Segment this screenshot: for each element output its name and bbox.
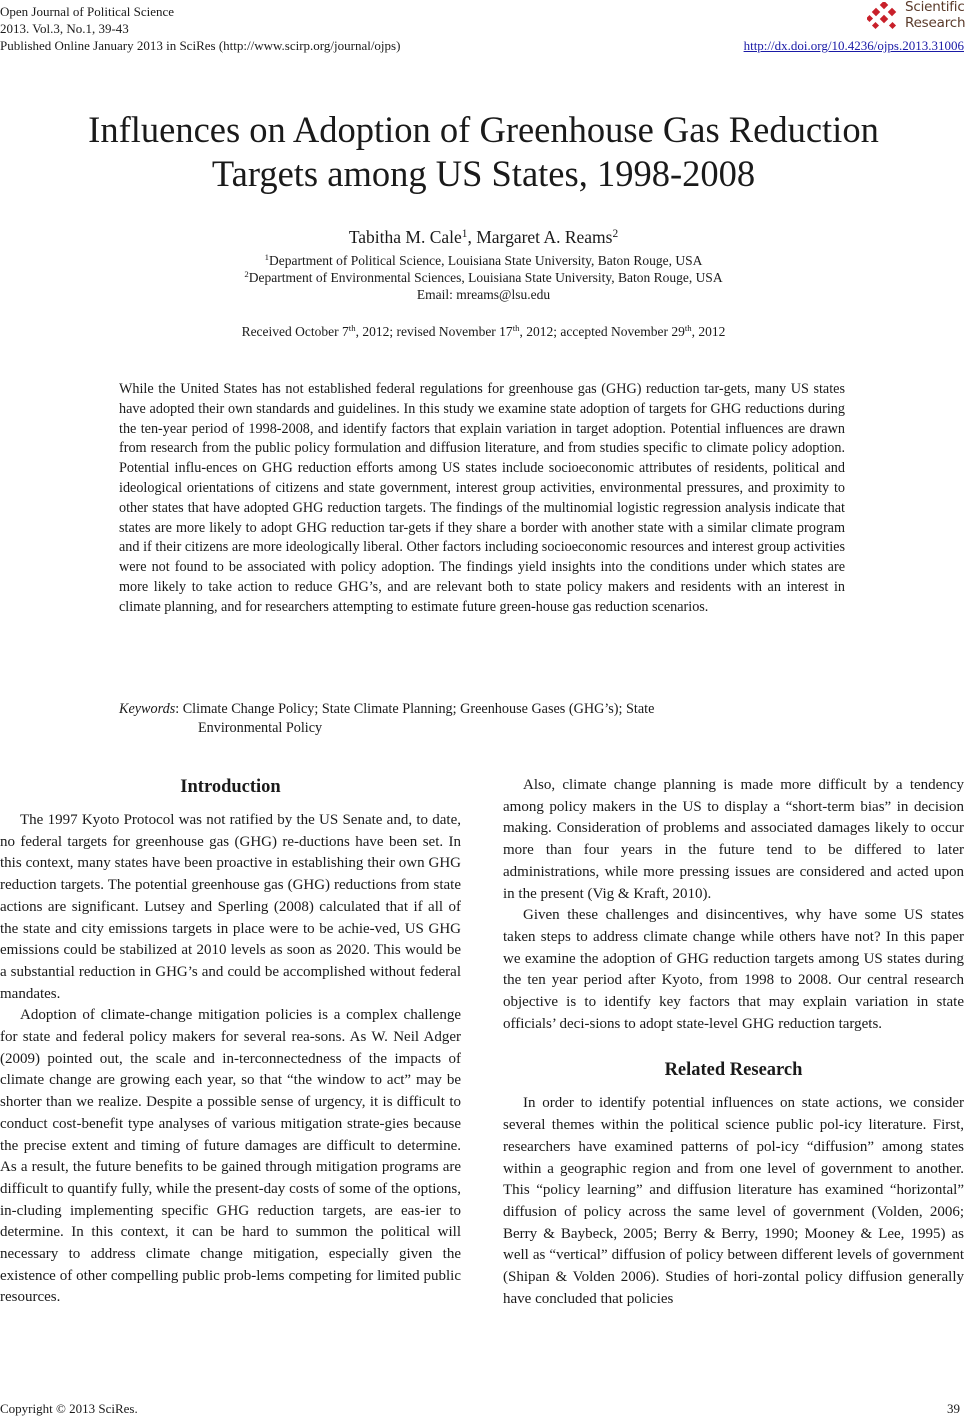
author-1-affiliation-mark: 1 [461,227,468,240]
doi-link[interactable]: http://dx.doi.org/10.4236/ojps.2013.31006 [743,38,964,53]
author-2: Margaret A. Reams [476,227,613,247]
keywords-line-1: : Climate Change Policy; State Climate Planning; Greenhouse Gases (GHG’s); State [175,701,655,717]
paragraph: Given these challenges and disincentives, why have some US states taken steps to address climate change while others have not? In this paper we examine the adoption of GHG reduction targets among US states during the ten year period after Kyoto, from 1998 to 2008. Our central research objective is to identify key factors that may explain variation in state officials’ deci-sions to adopt state-level GHG reduction targets. [503,907,964,1032]
year-text: , 2012 [691,324,726,339]
paper-title [0,108,967,196]
left-column [0,775,461,1309]
revised-date: , 2012; revised November 17 [355,324,513,339]
title-line-1: Influences on Adoption of Greenhouse Gas Reduction [88,109,879,150]
accepted-date: , 2012; accepted November 29 [519,324,685,339]
keywords-label: Keywords [119,701,176,717]
affiliation-2-text: Department of Environmental Sciences, Louisiana State University, Baton Rouge, USA [248,270,723,285]
keywords-line-2: Environmental Policy [198,720,323,737]
title-line-2: Targets among US States, 1998-2008 [211,153,756,194]
paragraph: In order to identify potential influences on state actions, we consider several themes within the political science public pol-icy literature. First, researchers have examined patterns of pol-icy “diffusion” among states within a geographic region and from one level of government to another. This “policy learning” and diffusion literature has examined “horizontal” diffusion of policy across the same level of government (Volden, 2006; Berry & Baybeck, 2005; Berry & Berry, 1990; Mooney & Lee, 1995) as well as “vertical” diffusion of policy between different levels of government (Shipan & Volden 2006). Studies of hori-zontal policy diffusion generally have concluded that policies [503,1095,964,1307]
section-heading-introduction: Introduction [180,777,281,797]
contact-email: Email: mreams@lsu.edu [416,287,551,302]
journal-name: Open Journal of Political Science [0,4,175,19]
paragraph: Adoption of climate-change mitigation policies is a complex challenge for state and federal policy makers for several rea-sons. As W. Neil Adger (2009) pointed out, the scale and in-terconnectedness of the impacts of climate change are growing each year, so that “the window to act” may be shorter than we realize. Despite a possible sense of urgency, it is difficult to conduct cost-benefit type analyses of various mitigation strate-gies because the precise extent and timing of future damages are difficult to determine. As a result, the future benefits to be gained through mitigation programs are difficult to quantify fully, while the present-day costs of some of the options, in-cluding implementing specific GHG reduction targets, are eas-ier to determine. In this context, it can be hard to summon the political will necessary to address climate change mitigation, especially given the existence of other compelling public prob-lems competing for limited public resources. [0,1007,461,1306]
received-suffix: th [348,323,356,334]
received-dates [0,324,967,340]
copyright: Copyright © 2013 SciRes. [0,1401,138,1416]
author-1: Tabitha M. Cale [348,227,462,247]
logo-line-scientific: Scientific [905,0,965,15]
right-column [503,775,964,1310]
revised-suffix: th [512,323,520,334]
author-2-affiliation-mark: 2 [612,227,619,240]
received-date: Received October 7 [241,324,349,339]
logo-mark-icon [867,2,903,32]
journal-volume: 2013. Vol.3, No.1, 39-43 [0,21,129,36]
affiliation-2-mark: 2 [244,269,249,280]
author-separator: , [467,227,477,247]
affiliation-1-text: Department of Political Science, Louisiana State University, Baton Rouge, USA [269,253,703,268]
section-heading-related-research: Related Research [664,1060,803,1081]
accepted-suffix: th [684,323,692,334]
logo-line-research: Research [905,15,966,31]
published-online: Published Online January 2013 in SciRes (http://www.scirp.org/journal/ojps) [0,38,401,53]
page-number: 39 [947,1401,960,1416]
page-footer [0,1401,967,1417]
affiliation-1-mark: 1 [264,252,270,263]
keywords [119,700,654,739]
journal-header [0,3,400,54]
logo-text [905,0,965,31]
abstract: While the United States has not established federal regulations for greenhouse gas (GHG) reduction tar-gets, many US states have adopted their own standards and guidelines. In this study we examine state adoption of targets for GHG reductions during the ten-year period of 1998-2008, and identify factors that explain variation in target adoption. Potential influences are drawn from research from the public policy formulation and diffusion literature, and from studies specific to climate policy adoption. Potential influ-ences on GHG reduction efforts among US states include socioeconomic attributes of residents, political and ideological orientations of citizens and state government, interest group activities, environmental pressures, and proximity to other states that have adopted GHG reduction targets. The findings of the multinomial logistic regression analysis indicate that states are more likely to adopt GHG reduction tar-gets if they share a border with another state with a similar climate program and if their citizens are more ideologically liberal. Other factors including socioeconomic resources and interest group activities were not found to be associated with policy adoption. The findings yield insights into the conditions under which states are more likely to take action to reduce GHG’s, and are relevant both to state policy makers and residents with an interest in climate planning, and for researchers attempting to estimate future green-house gas reduction scenarios. [119,381,845,615]
publisher-logo [867,0,965,36]
paragraph: The 1997 Kyoto Protocol was not ratified by the US Senate and, to date, no federal targets for greenhouse gas (GHG) re-ductions have been set. In this context, many states have been proactive in establishing their own GHG reduction targets. The potential greenhouse gas (GHG) reductions from state actions are significant. Lutsey and Sperling (2008) calculated that if all of the state and city emissions targets in place were to be achie-ved, US GHG emissions could be stabilized at 2010 levels as soon as 2020. This would be a substantial reduction in GHG’s and could be accomplished without federal mandates. [0,812,461,1002]
paragraph: Also, climate change planning is made more difficult by a tendency among policy makers in the US to display a “short-term bias” in decision making. Consideration of problems and associated damages likely to occur more than four years in the future tend to be differed to later administrations, while more pressing issues are considered and acted upon in the present (Vig & Kraft, 2010). [503,777,964,902]
author-list [0,227,967,248]
